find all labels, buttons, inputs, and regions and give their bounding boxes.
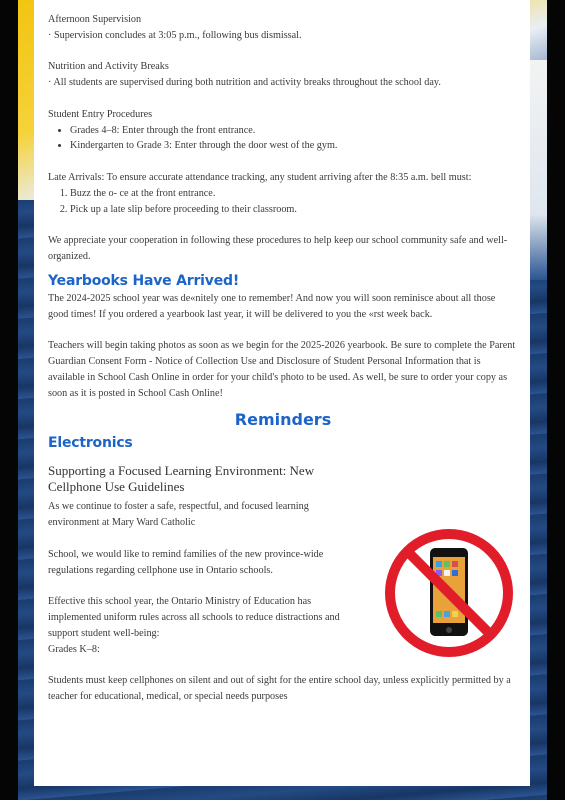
no-cellphone-icon xyxy=(380,524,518,662)
supervision-text: · Supervision concludes at 3:05 p.m., following bus dismissal. xyxy=(48,29,302,41)
late-step: 2. Pick up a late slip before proceeding to their classroom. xyxy=(70,202,518,218)
left-black-border xyxy=(0,0,18,800)
grades-label: Grades K–8: xyxy=(48,643,100,655)
supervision-title: Afternoon Supervision xyxy=(48,14,142,25)
yearbooks-heading: Yearbooks Have Arrived! xyxy=(48,272,240,289)
electronics-heading: Electronics xyxy=(48,435,133,452)
appreciation-text: We appreciate your cooperation in following these procedures to help keep our school community safe and well-organized. xyxy=(48,235,508,262)
reminders-heading: Reminders xyxy=(234,410,332,430)
yearbooks-paragraph-1: The 2024-2025 school year was de«nitely one to remember! And now you will soon reminisce about all those good times! If you ordered a yearbook last year, it will be delivered to you the «rst week back. xyxy=(48,292,496,320)
entry-item: • Kindergarten to Grade 3: Enter through the door west of the gym. xyxy=(70,138,518,154)
nutrition-title: Nutrition and Activity Breaks xyxy=(48,61,169,73)
cellphone-paragraph-2: School, we would like to remind families of the new province-wide regulations regarding cellphone use in Ontario schools. xyxy=(48,548,324,576)
newsletter-page xyxy=(34,0,530,786)
cellphone-subheading: Supporting a Focused Learning Environment: New Cellphone Use Guidelines xyxy=(48,463,315,495)
right-black-border xyxy=(547,0,565,800)
late-steps-list xyxy=(48,186,518,218)
no-cellphone-graphic xyxy=(380,524,518,662)
entry-title: Student Entry Procedures xyxy=(48,108,153,120)
yearbooks-paragraph-2: Teachers will begin taking photos as soon as we begin for the 2025-2026 yearbook. Be sure to complete the Parent Guardian Consent Form - Notice of Collection Use and Disclosure of Student Personal Information that is available in School Cash Online in order for your child's photo to be used. As well, be sure to order your copy as soon as it is posted in School Cash Online! xyxy=(48,340,516,399)
cellphone-paragraph-3: Effective this school year, the Ontario Ministry of Education has implemented uniform rules across all schools to reduce distractions and support student well-being: xyxy=(48,596,340,639)
late-arrivals-intro: Late Arrivals: To ensure accurate attendance tracking, any student arriving after the 8:35 a.m. bell must: xyxy=(48,171,472,183)
cellphone-paragraph-4: Students must keep cellphones on silent and out of sight for the entire school day, unless explicitly permitted by a teacher for educational, medical, or special needs purposes xyxy=(48,675,511,702)
entry-list xyxy=(48,123,518,155)
entry-item: • Grades 4–8: Enter through the front entrance. xyxy=(70,123,518,139)
cellphone-paragraph-1: As we continue to foster a safe, respectful, and focused learning environment at Mary Ward Catholic xyxy=(48,501,309,529)
cellphone-section xyxy=(48,463,360,657)
nutrition-text: · All students are supervised during both nutrition and activity breaks throughout the school day. xyxy=(48,77,441,89)
late-step: 1. Buzz the o- ce at the front entrance. xyxy=(70,186,518,202)
